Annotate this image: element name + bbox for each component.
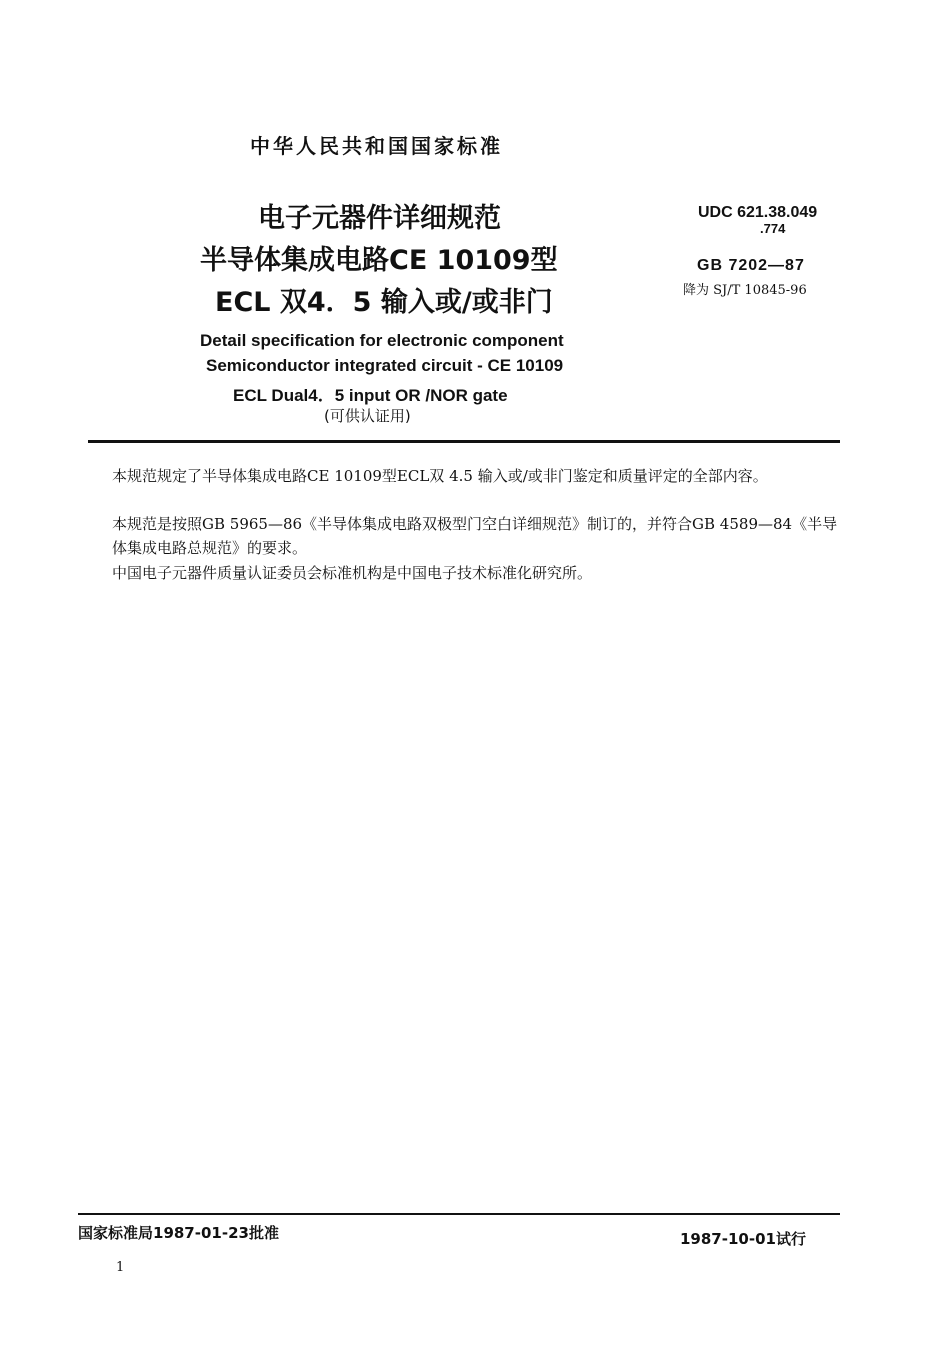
title-zh-line3: ECL 双4．5 输入或/或非门	[215, 287, 553, 318]
title-zh-line2: 半导体集成电路CE 10109型	[200, 245, 558, 276]
body-paragraph-authority: 中国电子元器件质量认证委员会标准机构是中国电子技术标准化研究所。	[112, 564, 593, 582]
header-divider	[88, 440, 840, 443]
title-en-line3: ECL Dual4．5 input OR /NOR gate	[233, 386, 508, 405]
title-en-line1: Detail specification for electronic component	[200, 331, 564, 350]
trial-date: 1987-10-01试行	[680, 1230, 806, 1248]
udc-code: UDC 621.38.049	[698, 204, 818, 221]
approval-date: 国家标准局1987-01-23批准	[78, 1224, 279, 1242]
national-standard-header: 中华人民共和国国家标准	[250, 134, 503, 158]
body-paragraph-scope: 本规范规定了半导体集成电路CE 10109型ECL双 4.5 输入或/或非门鉴定和质量评定的全部内容。	[112, 467, 768, 485]
page-number: 1	[116, 1260, 125, 1275]
footer-divider	[78, 1213, 840, 1215]
replaced-by-note: 降为 SJ/T 10845-96	[683, 283, 807, 298]
certification-note: (可供认证用)	[324, 407, 411, 425]
title-zh-line1: 电子元器件详细规范	[258, 203, 501, 234]
udc-code-cont: .774	[760, 221, 786, 236]
body-paragraph-basis: 本规范是按照GB 5965—86《半导体集成电路双极型门空白详细规范》制订的，并符合GB 4589—84《半导体集成电路总规范》的要求。	[112, 515, 838, 557]
title-en-line2: Semiconductor integrated circuit - CE 10109	[206, 356, 564, 375]
gb-standard-number: GB 7202—87	[697, 257, 805, 274]
